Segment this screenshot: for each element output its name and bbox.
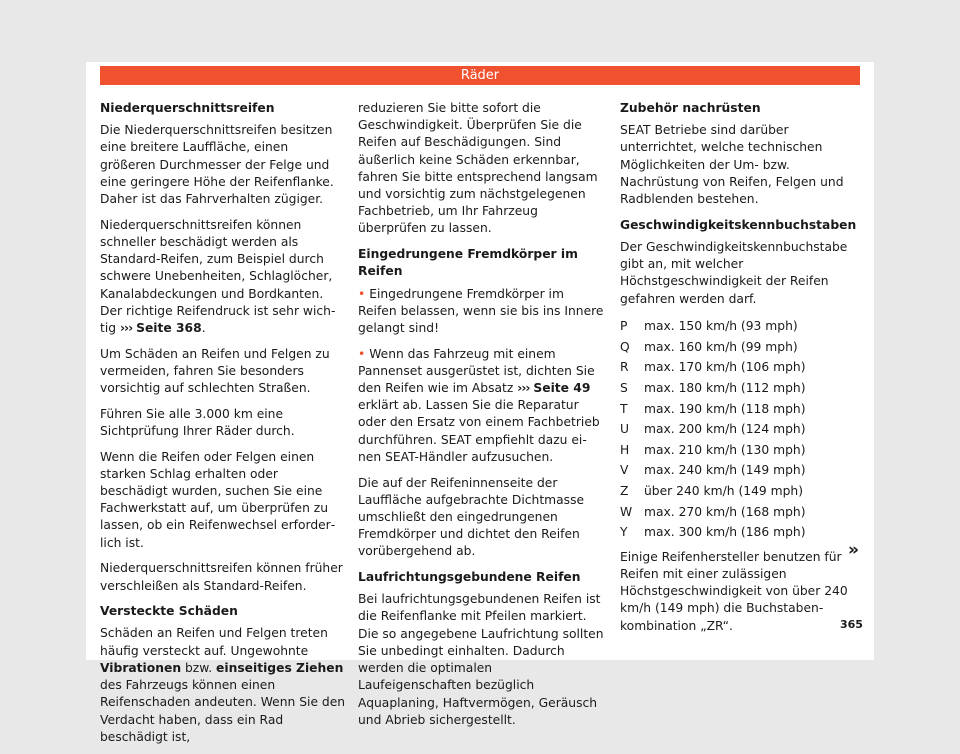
speed-code: Z: [620, 483, 629, 498]
heading-niederquerschnittsreifen: Niederquerschnittsreifen: [100, 101, 275, 115]
paragraph-with-reference: [100, 217, 346, 337]
speed-code: W: [620, 504, 633, 519]
chapter-title: Räder: [460, 68, 500, 83]
speed-code: R: [620, 360, 629, 375]
paragraph: Die Niederquerschnittsreifen besitzen eine breitere Lauffläche, einen größeren Durchmesser der Felge und eine geringere Höhe der Reifenflanke. Daher ist das Fahrverhalten zügiger.: [100, 123, 334, 207]
bullet-item: [358, 286, 604, 338]
speed-code: S: [620, 381, 628, 396]
emphasis-einseitiges-ziehen: einseitiges Ziehen: [216, 660, 344, 675]
continue-icon: »: [848, 540, 859, 560]
speed-limit: über 240 km/h (149 mph): [644, 483, 804, 498]
paragraph: Einige Reifenhersteller benutzen für Reifen mit einer zulässigen Höchstgeschwindigkeit von über 240 km/h (149 mph) die Buchstabenkombination „ZR“.: [620, 549, 848, 633]
bullet-text: Eingedrungene Fremdkörper im Reifen belassen, wenn sie bis ins Innere gelangt sind!: [358, 286, 604, 335]
speed-limit: max. 170 km/h (106 mph): [644, 360, 806, 375]
paragraph: Der Geschwindigkeitskennbuchstabe gibt an, mit welcher Höchstgeschwindigkeit der Reifen gefahren werden darf.: [620, 239, 848, 306]
heading-geschwindigkeitskennbuchstaben: Geschwindigkeitskennbuchstaben: [620, 217, 857, 232]
paragraph-text: bzw.: [185, 660, 213, 675]
speed-limit: max. 270 km/h (168 mph): [644, 504, 806, 519]
speed-limit: max. 150 km/h (93 mph): [644, 319, 798, 334]
speed-row: [620, 502, 866, 523]
speed-limit: max. 300 km/h (186 mph): [644, 525, 806, 540]
speed-limit: max. 240 km/h (149 mph): [644, 463, 806, 478]
speed-row: [620, 337, 866, 358]
paragraph-end: .: [201, 320, 206, 335]
paragraph: SEAT Betriebe sind darüber unterrichtet, welche technischen Möglichkeiten der Um- bzw. Nachrüstung von Reifen, Felgen und Radblenden bestehen.: [620, 123, 844, 207]
speed-limit: max. 160 km/h (99 mph): [644, 339, 798, 354]
paragraph-hidden-damage: [100, 625, 346, 745]
speed-row: [620, 399, 866, 420]
speed-code: P: [620, 319, 628, 334]
emphasis-vibrationen: Vibrationen: [100, 660, 182, 675]
speed-row: [620, 522, 866, 543]
speed-code: T: [620, 401, 628, 416]
bullet-text: Wenn das Fahrzeug mit einem Pannenset ausgerüstet ist, dichten Sie den Reifen wie im Absatz: [358, 346, 595, 396]
paragraph: Bei laufrichtungsgebundenen Reifen ist die Reifenflanke mit Pfeilen markiert. Die so angegebene Laufrichtung sollten Sie unbedingt einhalten. Dadurch werden die optimalen Laufeigenschaften bezüglich Aquaplaning, Haftvermögen, Geräusch und Abrieb sichergestellt.: [358, 592, 604, 727]
bullet-item: [358, 346, 604, 466]
paragraph-text: Niederquerschnittsreifen können schneller beschädigt werden als Standard-Reifen, zum Beispiel durch schwere Unebenheiten, Schlaglöcher, Kanalabdeckungen und Bordkanten. Der richtige Reifendruck ist sehr wichtig: [100, 217, 336, 335]
paragraph-text: Schäden an Reifen und Felgen treten häufig versteckt auf. Ungewohnte: [100, 626, 328, 658]
column-middle: [358, 100, 604, 737]
paragraph: Führen Sie alle 3.000 km eine Sichtprüfung Ihrer Räder durch.: [100, 406, 295, 438]
paragraph: Wenn die Reifen oder Felgen einen starken Schlag erhalten oder beschädigt wurden, suchen Sie eine Fachwerkstatt auf, um überprüfen zu lassen, ob ein Reifenwechsel erforderlich ist.: [100, 449, 336, 550]
speed-limit: max. 200 km/h (124 mph): [644, 422, 806, 437]
paragraph-text: des Fahrzeugs können einen Reifenschaden andeuten. Wenn Sie den Verdacht haben, dass ein Rad beschädigt ist,: [100, 678, 346, 744]
bullet-icon: •: [358, 286, 366, 301]
paragraph: Um Schäden an Reifen und Felgen zu vermeiden, fahren Sie besonders vorsichtig auf schlechten Straßen.: [100, 346, 330, 396]
heading-zubehoer: Zubehör nachrüsten: [620, 101, 761, 115]
speed-row: [620, 316, 866, 337]
speed-row: [620, 460, 866, 481]
paragraph: reduzieren Sie bitte sofort die Geschwindigkeit. Überprüfen Sie die Reifen auf Beschädigungen. Sind äußerlich keine Schäden erkennbar, fahren Sie bitte entsprechend langsam und vorsichtig zum nächstgelegenen Fachbetrieb, um Ihr Fahrzeug überprüfen zu lassen.: [358, 101, 598, 236]
page-number: 365: [840, 618, 863, 631]
paragraph: Die auf der Reifeninnenseite der Lauffläche aufgebrachte Dichtmasse umschließt den eingedrungenen Fremdkörper und dichtet den Reifen vorübergehend ab.: [358, 475, 585, 559]
speed-limit: max. 180 km/h (112 mph): [644, 381, 806, 396]
speed-row: [620, 378, 866, 399]
reference-arrow-icon: ›››: [517, 381, 530, 396]
column-right: [620, 100, 866, 643]
bullet-icon: •: [358, 346, 366, 361]
speed-code: U: [620, 422, 630, 437]
paragraph: Niederquerschnittsreifen können früher verschleißen als Standard-Reifen.: [100, 561, 343, 593]
heading-laufrichtung: Laufrichtungsgebundene Reifen: [358, 570, 581, 585]
speed-row: [620, 440, 866, 461]
heading-versteckte-schaeden: Versteckte Schäden: [100, 604, 238, 619]
speed-code: H: [620, 442, 630, 457]
heading-fremdkoerper: Eingedrungene Fremdkörper im Reifen: [358, 247, 578, 279]
speed-limit: max. 190 km/h (118 mph): [644, 401, 806, 416]
speed-limit: max. 210 km/h (130 mph): [644, 442, 806, 457]
page-reference-link[interactable]: Seite 49: [533, 381, 591, 396]
page-header: [100, 66, 860, 85]
bullet-text: erklärt ab. Lassen Sie die Reparatur oder den Ersatz von einem Fachbetrieb durchführen. SEAT empfiehlt dazu einen SEAT-Händler aufzusuchen.: [358, 398, 600, 464]
page-reference-link[interactable]: Seite 368: [136, 320, 202, 335]
speed-row: [620, 419, 866, 440]
speed-code: Y: [620, 525, 628, 540]
speed-row: [620, 481, 866, 502]
speed-code: Q: [620, 339, 630, 354]
speed-code: V: [620, 463, 629, 478]
speed-index-table: [620, 316, 866, 543]
column-left: [100, 100, 346, 754]
reference-arrow-icon: ›››: [119, 320, 133, 335]
speed-row: [620, 357, 866, 378]
